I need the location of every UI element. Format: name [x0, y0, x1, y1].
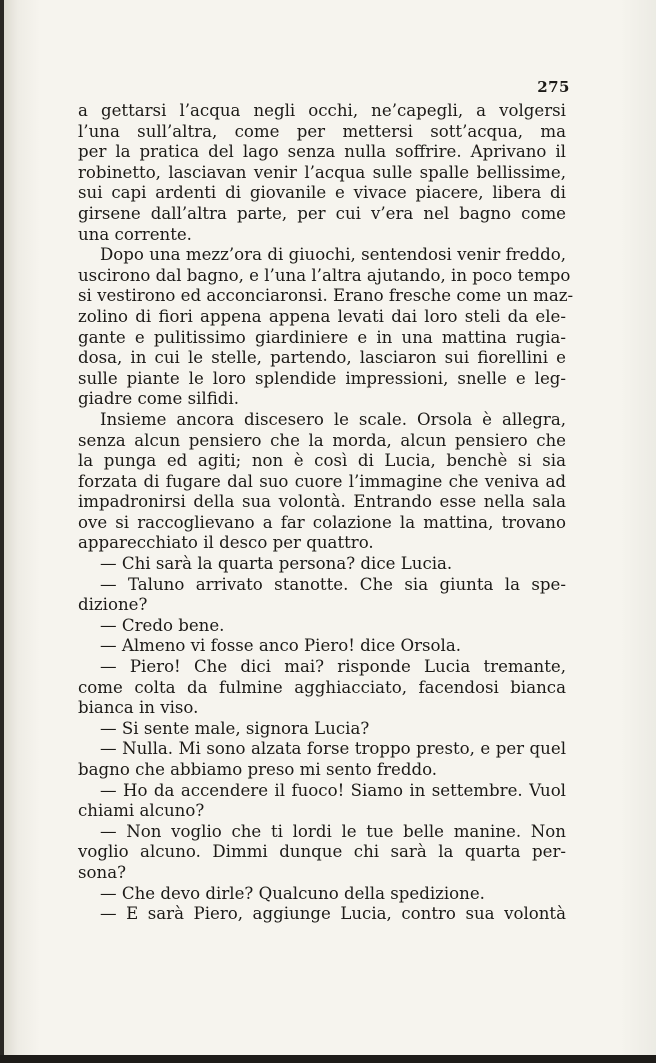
text-line: dizione? [78, 595, 148, 615]
text-line: Insieme ancora discesero le scale. Orsola è allegra, [100, 409, 566, 429]
text-line: giadre come silfidi. [78, 389, 239, 409]
text-line: — E sarà Piero, aggiunge Lucia, contro sua volontà [100, 904, 566, 924]
text-line: — Si sente male, signora Lucia? [100, 718, 370, 738]
text-line: bianca in viso. [78, 698, 199, 718]
body-text [78, 101, 574, 925]
text-line: robinetto, lasciavan venir l’acqua sulle spalle bellissime, [78, 162, 566, 182]
text-line: bagno che abbiamo preso mi sento freddo. [78, 760, 438, 779]
text-line: la punga ed agiti; non è così di Lucia, benchè si sia [78, 451, 566, 471]
text-line: voglio alcuno. Dimmi dunque chi sarà la quarta per- [78, 842, 566, 862]
text-line: sui capi ardenti di giovanile e vivace piacere, libera di [78, 183, 566, 203]
text-line: Dopo una mezz’ora di giuochi, sentendosi venir freddo, [100, 245, 566, 265]
text-line: apparecchiato il desco per quattro. [78, 533, 374, 553]
text-line: — Piero! Che dici mai? risponde Lucia tremante, [100, 657, 566, 677]
text-line: chiami alcuno? [78, 801, 205, 821]
text-line: gante e pulitissimo giardiniere e in una mattina rugia- [78, 327, 566, 347]
text-line: — Credo bene. [100, 615, 225, 635]
text-line: — Almeno vi fosse anco Piero! dice Orsola. [100, 636, 462, 656]
text-line: dosa, in cui le stelle, partendo, lasciaron sui fiorellini e [78, 348, 566, 368]
text-line: l’una sull’altra, come per mettersi sott’acqua, ma [78, 121, 566, 141]
text-line: per la pratica del lago senza nulla soffrire. Aprivano il [78, 142, 566, 162]
text-line: a gettarsi l’acqua negli occhi, ne’capegli, a volgersi [78, 101, 566, 120]
page-number: 275 [537, 78, 570, 96]
text-line: — Ho da accendere il fuoco! Siamo in settembre. Vuol [100, 780, 566, 800]
text-line: — Nulla. Mi sono alzata forse troppo presto, e per quel [100, 739, 566, 759]
text-line: sona? [78, 862, 126, 882]
text-line: sulle piante le loro splendide impressioni, snelle e leg- [78, 368, 566, 388]
text-line: — Che devo dirle? Qualcuno della spedizione. [100, 883, 485, 903]
text-line: impadronirsi della sua volontà. Entrando esse nella sala [78, 492, 566, 512]
page-spine-edge [0, 0, 4, 1063]
text-line: girsene dall’altra parte, per cui v’era nel bagno come [78, 203, 566, 223]
text-line: zolino di fiori appena appena levati dai loro steli da ele- [78, 306, 566, 326]
text-line: — Non voglio che ti lordi le tue belle manine. Non [100, 821, 566, 841]
text-line: forzata di fugare dal suo cuore l’immagine che veniva ad [78, 471, 566, 491]
text-line: ove si raccoglievano a far colazione la mattina, trovano [78, 512, 566, 532]
text-line: — Chi sarà la quarta persona? dice Lucia. [100, 554, 453, 574]
text-line: uscirono dal bagno, e l’una l’altra ajutando, in poco tempo [78, 265, 571, 285]
text-line: come colta da fulmine agghiacciato, facendosi bianca [78, 677, 566, 697]
text-line: senza alcun pensiero che la morda, alcun pensiero che [78, 430, 566, 450]
text-line: — Taluno arrivato stanotte. Che sia giunta la spe- [100, 574, 566, 594]
text-line: una corrente. [78, 224, 192, 244]
page-bottom-edge [0, 1055, 656, 1063]
text-line: si vestirono ed acconciaronsi. Erano fresche come un maz- [78, 286, 574, 306]
